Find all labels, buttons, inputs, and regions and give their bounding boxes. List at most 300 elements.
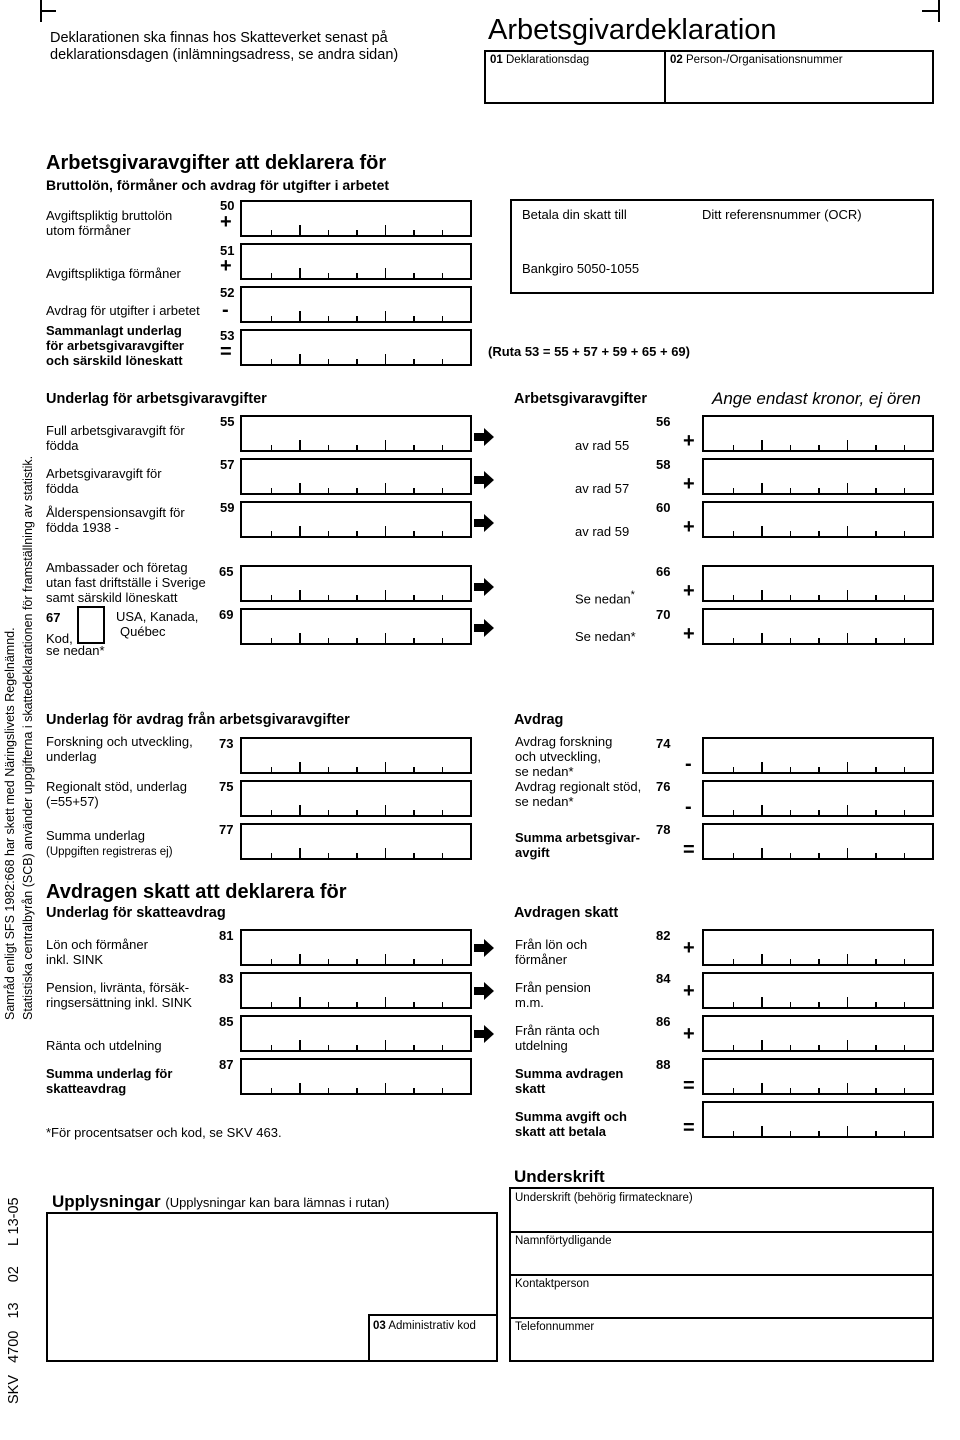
digit-tick bbox=[442, 230, 444, 235]
digit-tick bbox=[413, 316, 415, 321]
sign-plus-86: + bbox=[683, 1023, 695, 1045]
field-01-number: 01 bbox=[490, 54, 503, 66]
box-number-69: 69 bbox=[219, 607, 234, 622]
box-number-56: 56 bbox=[656, 414, 671, 429]
box-number-85: 85 bbox=[219, 1014, 234, 1029]
notice-line-1: Deklarationen ska finnas hos Skatteverket senast på bbox=[50, 30, 388, 46]
contact-person-input[interactable] bbox=[513, 1293, 928, 1315]
row-59-label-line1: Ålderspensionsavgift för bbox=[46, 505, 185, 520]
row-76-label-line1: Avdrag regionalt stöd, bbox=[515, 779, 642, 794]
digit-tick bbox=[271, 316, 273, 321]
row-70-label: Se nedan* bbox=[575, 629, 636, 644]
digit-tick bbox=[413, 1045, 415, 1050]
digit-tick bbox=[847, 440, 849, 450]
digit-tick bbox=[818, 595, 820, 600]
field-ticks bbox=[704, 805, 932, 815]
digit-tick bbox=[733, 1088, 735, 1093]
row-57-label-line2: födda bbox=[46, 481, 79, 496]
digit-tick bbox=[904, 595, 906, 600]
digit-tick bbox=[413, 767, 415, 772]
digit-tick bbox=[790, 1088, 792, 1093]
digit-tick bbox=[733, 488, 735, 493]
field-70-input[interactable] bbox=[702, 608, 934, 645]
row-81-label-line2: inkl. SINK bbox=[46, 952, 104, 967]
digit-tick bbox=[328, 810, 330, 815]
arrow-right-icon bbox=[474, 619, 494, 637]
digit-tick bbox=[356, 488, 358, 493]
row-75-label-line2: (=55+57) bbox=[46, 794, 99, 809]
row-84-label-line2: m.m. bbox=[515, 995, 544, 1010]
box-number-77: 77 bbox=[219, 822, 234, 837]
field-51-input[interactable] bbox=[240, 243, 472, 280]
phone-label: Telefonnummer bbox=[515, 1321, 595, 1333]
digit-tick bbox=[818, 1002, 820, 1007]
digit-tick bbox=[790, 1131, 792, 1136]
field-ticks bbox=[242, 354, 470, 364]
box-number-67: 67 bbox=[46, 610, 61, 625]
row-57-label-line1: Arbetsgivaravgift för bbox=[46, 466, 162, 481]
field-88-input[interactable] bbox=[702, 1058, 934, 1095]
field-total-input[interactable] bbox=[702, 1101, 934, 1138]
withheld-tax-subtitle: Avdragen skatt bbox=[514, 905, 619, 921]
digit-tick bbox=[790, 488, 792, 493]
field-56-input[interactable] bbox=[702, 415, 934, 452]
admin-code-number: 03 bbox=[373, 1320, 386, 1332]
deduction-title: Avdrag bbox=[514, 712, 564, 728]
digit-tick bbox=[328, 1002, 330, 1007]
digit-tick bbox=[790, 531, 792, 536]
footnote: *För procentsatser och kod, se SKV 463. bbox=[46, 1125, 282, 1140]
sign-plus-82: + bbox=[683, 937, 695, 959]
crop-mark-top-right bbox=[938, 0, 960, 22]
notice-line-2: deklarationsdagen (inlämningsadress, se andra sidan) bbox=[50, 47, 399, 63]
field-52-input[interactable] bbox=[240, 286, 472, 323]
digit-tick bbox=[356, 316, 358, 321]
field-84-input[interactable] bbox=[702, 972, 934, 1009]
signature-divider-1 bbox=[511, 1231, 932, 1233]
field-ticks bbox=[242, 633, 470, 643]
digit-tick bbox=[299, 1040, 301, 1050]
signature-input[interactable] bbox=[513, 1207, 928, 1229]
box-number-87: 87 bbox=[219, 1057, 234, 1072]
digit-tick bbox=[904, 531, 906, 536]
row-83-label-line1: Pension, livränta, försäk- bbox=[46, 980, 190, 995]
field-01-label: Deklarationsdag bbox=[506, 54, 590, 66]
digit-tick bbox=[733, 1131, 735, 1136]
digit-tick bbox=[356, 359, 358, 364]
digit-tick bbox=[761, 805, 763, 815]
info-subtitle: (Upplysningar kan bara lämnas i rutan) bbox=[165, 1195, 390, 1210]
row-82-label-line2: förmåner bbox=[515, 952, 568, 967]
digit-tick bbox=[413, 595, 415, 600]
field-86-input[interactable] bbox=[702, 1015, 934, 1052]
digit-tick bbox=[271, 767, 273, 772]
digit-tick bbox=[904, 1088, 906, 1093]
digit-tick bbox=[413, 273, 415, 278]
digit-tick bbox=[442, 810, 444, 815]
digit-tick bbox=[271, 959, 273, 964]
digit-tick bbox=[904, 1045, 906, 1050]
arrow-right-icon bbox=[474, 939, 494, 957]
digit-tick bbox=[790, 445, 792, 450]
digit-tick bbox=[442, 959, 444, 964]
row-75-label bbox=[46, 779, 187, 809]
digit-tick bbox=[413, 810, 415, 815]
field-87-input[interactable] bbox=[240, 1058, 472, 1095]
row-77-label-line2: (Uppgiften registreras ej) bbox=[46, 846, 173, 858]
row-73-label-line2: underlag bbox=[46, 749, 97, 764]
digit-tick bbox=[790, 1045, 792, 1050]
ruta-53-formula: (Ruta 53 = 55 + 57 + 59 + 65 + 69) bbox=[488, 344, 690, 359]
digit-tick bbox=[271, 638, 273, 643]
box-number-50: 50 bbox=[220, 198, 235, 213]
digit-tick bbox=[442, 531, 444, 536]
field-ticks bbox=[242, 954, 470, 964]
digit-tick bbox=[761, 1126, 763, 1136]
digit-tick bbox=[356, 595, 358, 600]
row-84-label bbox=[515, 980, 591, 1010]
row-73-label bbox=[46, 734, 193, 764]
digit-tick bbox=[847, 1083, 849, 1093]
digit-tick bbox=[442, 359, 444, 364]
field-78-input[interactable] bbox=[702, 823, 934, 860]
digit-tick bbox=[385, 633, 387, 643]
field-53-input[interactable] bbox=[240, 329, 472, 366]
row-51-label: Avgiftspliktiga förmåner bbox=[46, 266, 181, 281]
name-clarification-input[interactable] bbox=[513, 1250, 928, 1272]
field-69-input[interactable] bbox=[240, 608, 472, 645]
row-55-label bbox=[46, 423, 185, 453]
field-ticks bbox=[242, 762, 470, 772]
digit-tick bbox=[733, 1002, 735, 1007]
field-ticks bbox=[704, 762, 932, 772]
digit-tick bbox=[875, 595, 877, 600]
row-74-label-line3: se nedan* bbox=[515, 764, 574, 779]
field-ticks bbox=[242, 483, 470, 493]
arrow-right-icon bbox=[474, 471, 494, 489]
withheld-tax-title: Avdragen skatt att deklarera för bbox=[46, 881, 347, 903]
declaration-date-input[interactable] bbox=[488, 70, 660, 100]
digit-tick bbox=[356, 638, 358, 643]
field-ticks bbox=[242, 590, 470, 600]
digit-tick bbox=[875, 1002, 877, 1007]
digit-tick bbox=[733, 638, 735, 643]
info-title: Upplysningar bbox=[52, 1192, 161, 1211]
digit-tick bbox=[356, 767, 358, 772]
field-59-input[interactable] bbox=[240, 501, 472, 538]
signature-label: Underskrift (behörig firmatecknare) bbox=[515, 1192, 693, 1204]
digit-tick bbox=[875, 767, 877, 772]
digit-tick bbox=[299, 1083, 301, 1093]
digit-tick bbox=[356, 445, 358, 450]
employer-fee-basis-title: Underlag för arbetsgivaravgifter bbox=[46, 391, 267, 407]
digit-tick bbox=[761, 590, 763, 600]
digit-tick bbox=[904, 810, 906, 815]
field-83-input[interactable] bbox=[240, 972, 472, 1009]
digit-tick bbox=[818, 638, 820, 643]
arrow-right-icon bbox=[474, 578, 494, 596]
field-02-number: 02 bbox=[670, 54, 683, 66]
digit-tick bbox=[847, 1040, 849, 1050]
row-57-label bbox=[46, 466, 162, 496]
digit-tick bbox=[271, 359, 273, 364]
box-number-59: 59 bbox=[220, 500, 235, 515]
digit-tick bbox=[328, 531, 330, 536]
digit-tick bbox=[328, 359, 330, 364]
phone-input[interactable] bbox=[513, 1336, 928, 1358]
box-number-75: 75 bbox=[219, 779, 234, 794]
row-67-kod: Kod, bbox=[46, 631, 73, 646]
sign-equals-78: = bbox=[683, 839, 695, 861]
field-ticks bbox=[704, 1126, 932, 1136]
digit-tick bbox=[442, 316, 444, 321]
box-number-53: 53 bbox=[220, 328, 235, 343]
digit-tick bbox=[847, 1126, 849, 1136]
row-78-label-line2: avgift bbox=[515, 845, 550, 860]
digit-tick bbox=[413, 1002, 415, 1007]
crop-mark-top-left-h bbox=[40, 10, 56, 12]
row-83-label-line2: ringsersättning inkl. SINK bbox=[46, 995, 192, 1010]
sign-plus-60: + bbox=[683, 516, 695, 538]
field-ticks bbox=[242, 225, 470, 235]
box-number-73: 73 bbox=[219, 736, 234, 751]
row-66-label bbox=[575, 588, 635, 606]
digit-tick bbox=[271, 853, 273, 858]
row-86-label bbox=[515, 1023, 600, 1053]
row-65-label bbox=[46, 560, 206, 605]
digit-tick bbox=[328, 595, 330, 600]
digit-tick bbox=[442, 638, 444, 643]
sign-plus-84: + bbox=[683, 980, 695, 1002]
digit-tick bbox=[356, 853, 358, 858]
field-74-input[interactable] bbox=[702, 737, 934, 774]
digit-tick bbox=[904, 1002, 906, 1007]
digit-tick bbox=[733, 853, 735, 858]
digit-tick bbox=[413, 488, 415, 493]
digit-tick bbox=[733, 1045, 735, 1050]
field-76-input[interactable] bbox=[702, 780, 934, 817]
row-82-label bbox=[515, 937, 587, 967]
employer-fees-title: Arbetsgivaravgifter bbox=[514, 391, 647, 407]
field-58-input[interactable] bbox=[702, 458, 934, 495]
digit-tick bbox=[818, 488, 820, 493]
digit-tick bbox=[818, 767, 820, 772]
box-number-74: 74 bbox=[656, 736, 671, 751]
row-77-label-line1: Summa underlag bbox=[46, 828, 145, 843]
admin-code-caption bbox=[373, 1320, 476, 1332]
section-employer-fees-title: Arbetsgivaravgifter att deklarera för bbox=[46, 152, 387, 174]
digit-tick bbox=[385, 526, 387, 536]
digit-tick bbox=[847, 997, 849, 1007]
digit-tick bbox=[875, 488, 877, 493]
digit-tick bbox=[299, 954, 301, 964]
field-66-input[interactable] bbox=[702, 565, 934, 602]
digit-tick bbox=[875, 810, 877, 815]
row-69-label-line1: USA, Kanada, bbox=[116, 609, 199, 624]
digit-tick bbox=[818, 1045, 820, 1050]
row-81-label-line1: Lön och förmåner bbox=[46, 937, 148, 952]
box-number-66: 66 bbox=[656, 564, 671, 579]
field-ticks bbox=[704, 954, 932, 964]
digit-tick bbox=[356, 1088, 358, 1093]
box-number-84: 84 bbox=[656, 971, 671, 986]
row-77-label bbox=[46, 828, 173, 860]
digit-tick bbox=[385, 997, 387, 1007]
digit-tick bbox=[818, 959, 820, 964]
digit-tick bbox=[875, 531, 877, 536]
field-02-label: Person-/Organisationsnummer bbox=[686, 54, 843, 66]
tax-deduction-basis-title: Underlag för skatteavdrag bbox=[46, 905, 226, 921]
digit-tick bbox=[299, 762, 301, 772]
digit-tick bbox=[299, 633, 301, 643]
row-59-label bbox=[46, 505, 185, 535]
digit-tick bbox=[875, 445, 877, 450]
field-50-input[interactable] bbox=[240, 200, 472, 237]
digit-tick bbox=[413, 638, 415, 643]
digit-tick bbox=[299, 268, 301, 278]
row-87-label-line1: Summa underlag för bbox=[46, 1066, 173, 1081]
form-code: SKV 4700 13 02 L 13-05 bbox=[6, 1197, 22, 1404]
field-65-input[interactable] bbox=[240, 565, 472, 602]
digit-tick bbox=[385, 268, 387, 278]
row-81-label bbox=[46, 937, 148, 967]
field-57-input[interactable] bbox=[240, 458, 472, 495]
admin-code-label: Administrativ kod bbox=[388, 1320, 476, 1332]
digit-tick bbox=[442, 595, 444, 600]
admin-code-field[interactable] bbox=[368, 1314, 498, 1362]
digit-tick bbox=[328, 488, 330, 493]
digit-tick bbox=[790, 595, 792, 600]
digit-tick bbox=[385, 1040, 387, 1050]
field-85-input[interactable] bbox=[240, 1015, 472, 1052]
ocr-label: Ditt referensnummer (OCR) bbox=[702, 207, 862, 222]
deadline-notice bbox=[50, 30, 398, 64]
total-label-line2: skatt att betala bbox=[515, 1124, 607, 1139]
header-fields-box bbox=[484, 50, 934, 104]
field-73-input[interactable] bbox=[240, 737, 472, 774]
digit-tick bbox=[733, 445, 735, 450]
scb-note: Statistiska centralbyrån (SCB) använder uppgifterna i skattedeklarationen för framställning av statistik. bbox=[21, 455, 35, 1020]
digit-tick bbox=[818, 1131, 820, 1136]
digit-tick bbox=[733, 767, 735, 772]
digit-tick bbox=[299, 805, 301, 815]
crop-mark-top-right-h bbox=[922, 10, 938, 12]
box-number-81: 81 bbox=[219, 928, 234, 943]
digit-tick bbox=[271, 1002, 273, 1007]
sign-plus-66: + bbox=[683, 580, 695, 602]
field-75-input[interactable] bbox=[240, 780, 472, 817]
field-ticks bbox=[704, 590, 932, 600]
digit-tick bbox=[271, 445, 273, 450]
row-74-label-line2: och utveckling, bbox=[515, 749, 601, 764]
samrad-note: Samråd enligt SFS 1982:668 har skett med Näringslivets Regelnämnd. bbox=[3, 627, 17, 1020]
sign-equals-53: = bbox=[220, 341, 232, 363]
org-number-input[interactable] bbox=[668, 70, 930, 100]
row-53-label bbox=[46, 323, 184, 368]
digit-tick bbox=[328, 273, 330, 278]
digit-tick bbox=[413, 959, 415, 964]
row-50-label-line1: Avgiftspliktig bruttolön bbox=[46, 208, 173, 223]
sign-minus-76: - bbox=[685, 796, 692, 818]
sign-equals-total: = bbox=[683, 1117, 695, 1139]
row-69-label-line2: Québec bbox=[120, 624, 166, 639]
box-number-78: 78 bbox=[656, 822, 671, 837]
digit-tick bbox=[875, 638, 877, 643]
digit-tick bbox=[790, 1002, 792, 1007]
digit-tick bbox=[818, 445, 820, 450]
digit-tick bbox=[299, 483, 301, 493]
digit-tick bbox=[271, 488, 273, 493]
form-title: Arbetsgivardeklaration bbox=[488, 14, 777, 46]
digit-tick bbox=[299, 311, 301, 321]
name-clarification-label: Namnförtydligande bbox=[515, 1235, 612, 1247]
field-ticks bbox=[704, 1083, 932, 1093]
field-55-input[interactable] bbox=[240, 415, 472, 452]
box-number-58: 58 bbox=[656, 457, 671, 472]
field-81-input[interactable] bbox=[240, 929, 472, 966]
box-number-83: 83 bbox=[219, 971, 234, 986]
row-83-label bbox=[46, 980, 192, 1010]
digit-tick bbox=[356, 1002, 358, 1007]
digit-tick bbox=[271, 810, 273, 815]
row-86-label-line2: utdelning bbox=[515, 1038, 568, 1053]
kronor-only-note: Ange endast kronor, ej ören bbox=[712, 389, 921, 408]
digit-tick bbox=[271, 1088, 273, 1093]
digit-tick bbox=[761, 1040, 763, 1050]
digit-tick bbox=[818, 531, 820, 536]
digit-tick bbox=[299, 225, 301, 235]
digit-tick bbox=[413, 853, 415, 858]
box-number-52: 52 bbox=[220, 285, 235, 300]
digit-tick bbox=[385, 225, 387, 235]
field-82-input[interactable] bbox=[702, 929, 934, 966]
field-67-code-input[interactable] bbox=[77, 606, 105, 644]
digit-tick bbox=[790, 767, 792, 772]
sign-equals-88: = bbox=[683, 1075, 695, 1097]
row-84-label-line1: Från pension bbox=[515, 980, 591, 995]
digit-tick bbox=[271, 595, 273, 600]
field-60-input[interactable] bbox=[702, 501, 934, 538]
box-number-65: 65 bbox=[219, 564, 234, 579]
arrow-right-icon bbox=[474, 514, 494, 532]
digit-tick bbox=[761, 848, 763, 858]
sign-minus-74: - bbox=[685, 753, 692, 775]
digit-tick bbox=[356, 959, 358, 964]
digit-tick bbox=[904, 488, 906, 493]
row-56-label: av rad 55 bbox=[575, 438, 630, 453]
digit-tick bbox=[328, 638, 330, 643]
digit-tick bbox=[761, 1083, 763, 1093]
digit-tick bbox=[442, 1088, 444, 1093]
signature-divider-3 bbox=[511, 1317, 932, 1319]
row-53-label-line1: Sammanlagt underlag bbox=[46, 323, 182, 338]
digit-tick bbox=[385, 762, 387, 772]
row-85-label: Ränta och utdelning bbox=[46, 1038, 162, 1053]
row-88-label-line2: skatt bbox=[515, 1081, 546, 1096]
digit-tick bbox=[847, 483, 849, 493]
field-ticks bbox=[242, 1040, 470, 1050]
digit-tick bbox=[442, 1002, 444, 1007]
digit-tick bbox=[385, 483, 387, 493]
digit-tick bbox=[356, 1045, 358, 1050]
row-65-label-line1: Ambassader och företag bbox=[46, 560, 188, 575]
field-77-input[interactable] bbox=[240, 823, 472, 860]
row-50-label-line2: utom förmåner bbox=[46, 223, 131, 238]
digit-tick bbox=[328, 959, 330, 964]
row-88-label-line1: Summa avdragen bbox=[515, 1066, 624, 1081]
box-number-60: 60 bbox=[656, 500, 671, 515]
digit-tick bbox=[299, 590, 301, 600]
